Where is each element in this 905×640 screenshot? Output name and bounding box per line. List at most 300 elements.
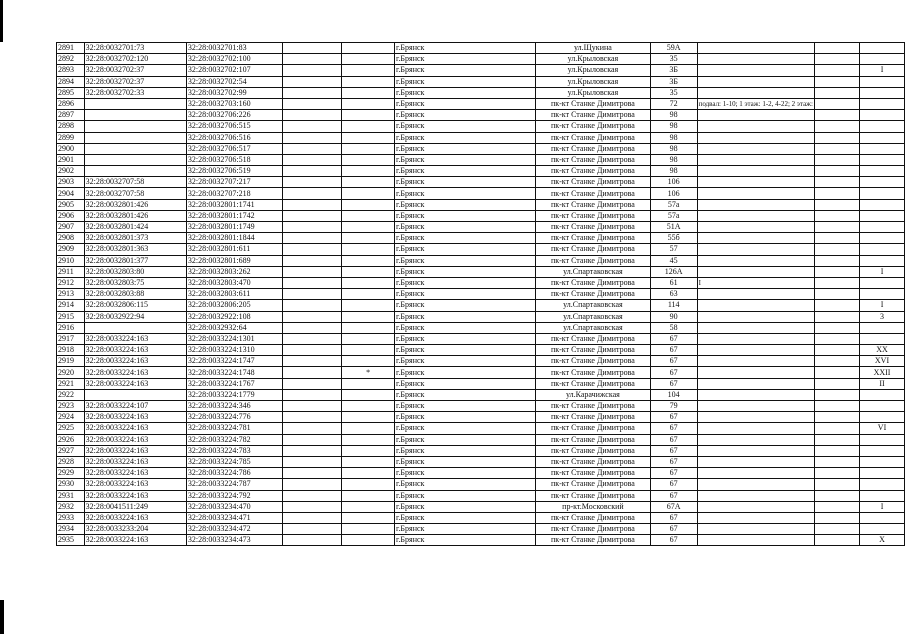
premises-number-cell [860, 412, 905, 423]
row-number: 2892 [57, 54, 85, 65]
table-row [57, 524, 905, 535]
premises-number-cell [860, 512, 905, 523]
table-row [57, 255, 905, 266]
city-cell: г.Брянск [395, 76, 536, 87]
cadastral-number-1 [84, 121, 186, 132]
table-row [57, 222, 905, 233]
empty-cell-a [282, 367, 341, 378]
street-cell: пк-кт Станке Димитрова [536, 412, 651, 423]
note-cell [697, 233, 814, 244]
street-cell: пк-кт Станке Димитрова [536, 210, 651, 221]
row-number: 2899 [57, 132, 85, 143]
house-number-cell: 35 [650, 54, 697, 65]
street-cell: пк-кт Станке Димитрова [536, 255, 651, 266]
table-row [57, 378, 905, 389]
house-number-cell: 67А [650, 501, 697, 512]
cadastral-number-2: 32:28:0033224:783 [186, 445, 282, 456]
cadastral-number-2: 32:28:0032706:516 [186, 132, 282, 143]
row-number: 2922 [57, 389, 85, 400]
cadastral-number-2: 32:28:0033224:785 [186, 456, 282, 467]
empty-cell-a [282, 43, 341, 54]
house-number-cell: 79 [650, 401, 697, 412]
premises-number-cell [860, 322, 905, 333]
house-number-cell: 67 [650, 445, 697, 456]
street-cell: пк-кт Станке Димитрова [536, 143, 651, 154]
cadastral-number-1: 32:28:0032801:426 [84, 199, 186, 210]
cadastral-number-2: 32:28:0033224:1310 [186, 345, 282, 356]
empty-cell-a [282, 468, 341, 479]
cadastral-number-1 [84, 389, 186, 400]
cadastral-number-1: 32:28:0033224:163 [84, 434, 186, 445]
city-cell: г.Брянск [395, 222, 536, 233]
empty-cell-a [282, 501, 341, 512]
city-cell: г.Брянск [395, 154, 536, 165]
cadastral-number-2: 32:28:0032703:160 [186, 98, 282, 109]
table-row [57, 512, 905, 523]
row-number: 2904 [57, 188, 85, 199]
table-row [57, 166, 905, 177]
cadastral-number-2: 32:28:0032706:515 [186, 121, 282, 132]
house-number-cell: 67 [650, 535, 697, 546]
house-number-cell: 67 [650, 490, 697, 501]
row-number: 2927 [57, 445, 85, 456]
city-cell: г.Брянск [395, 210, 536, 221]
note-cell [697, 132, 814, 143]
cadastral-number-1: 32:28:0032803:88 [84, 289, 186, 300]
cadastral-number-2: 32:28:0032803:262 [186, 266, 282, 277]
house-number-cell: 67 [650, 479, 697, 490]
empty-cell-c [814, 378, 859, 389]
mark-cell [342, 110, 395, 121]
note-cell [697, 244, 814, 255]
cadastral-number-1: 32:28:0033224:163 [84, 535, 186, 546]
empty-cell-c [814, 423, 859, 434]
cadastral-number-1: 32:28:0032707:58 [84, 188, 186, 199]
table-row [57, 333, 905, 344]
table-row [57, 266, 905, 277]
street-cell: пк-кт Станке Димитрова [536, 356, 651, 367]
house-number-cell: 59А [650, 43, 697, 54]
row-number: 2925 [57, 423, 85, 434]
empty-cell-a [282, 121, 341, 132]
note-cell [697, 154, 814, 165]
row-number: 2913 [57, 289, 85, 300]
row-number: 2901 [57, 154, 85, 165]
house-number-cell: 67 [650, 423, 697, 434]
mark-cell [342, 98, 395, 109]
empty-cell-a [282, 412, 341, 423]
table-row [57, 445, 905, 456]
premises-number-cell: XVI [860, 356, 905, 367]
mark-cell [342, 524, 395, 535]
empty-cell-c [814, 43, 859, 54]
table-row [57, 300, 905, 311]
table-row [57, 479, 905, 490]
premises-number-cell [860, 121, 905, 132]
street-cell: пк-кт Станке Димитрова [536, 154, 651, 165]
city-cell: г.Брянск [395, 401, 536, 412]
premises-number-cell [860, 87, 905, 98]
note-cell [697, 65, 814, 76]
mark-cell [342, 188, 395, 199]
city-cell: г.Брянск [395, 289, 536, 300]
cadastral-number-1: 32:28:0032803:80 [84, 266, 186, 277]
row-number: 2934 [57, 524, 85, 535]
note-cell [697, 445, 814, 456]
premises-number-cell: I [860, 65, 905, 76]
city-cell: г.Брянск [395, 266, 536, 277]
row-number: 2917 [57, 333, 85, 344]
row-number: 2903 [57, 177, 85, 188]
row-number: 2895 [57, 87, 85, 98]
city-cell: г.Брянск [395, 423, 536, 434]
row-number: 2931 [57, 490, 85, 501]
scan-edge-mark-top [0, 0, 3, 42]
city-cell: г.Брянск [395, 143, 536, 154]
note-cell [697, 512, 814, 523]
premises-number-cell: XX [860, 345, 905, 356]
table-row [57, 65, 905, 76]
row-number: 2891 [57, 43, 85, 54]
empty-cell-c [814, 311, 859, 322]
street-cell: пр-кт.Московский [536, 501, 651, 512]
empty-cell-c [814, 188, 859, 199]
empty-cell-c [814, 277, 859, 288]
note-cell [697, 121, 814, 132]
street-cell: пк-кт Станке Димитрова [536, 98, 651, 109]
mark-cell: * [342, 367, 395, 378]
note-cell [697, 76, 814, 87]
note-cell [697, 255, 814, 266]
street-cell: ул.Крыловская [536, 54, 651, 65]
street-cell: пк-кт Станке Димитрова [536, 367, 651, 378]
note-cell [697, 501, 814, 512]
premises-number-cell [860, 233, 905, 244]
row-number: 2909 [57, 244, 85, 255]
street-cell: ул.Спартаковская [536, 266, 651, 277]
street-cell: пк-кт Станке Димитрова [536, 535, 651, 546]
empty-cell-c [814, 501, 859, 512]
house-number-cell: 90 [650, 311, 697, 322]
cadastral-number-1: 32:28:0033224:163 [84, 345, 186, 356]
empty-cell-c [814, 233, 859, 244]
empty-cell-a [282, 512, 341, 523]
empty-cell-a [282, 188, 341, 199]
cadastral-number-1: 32:28:0033224:163 [84, 456, 186, 467]
cadastral-number-2: 32:28:0033224:1301 [186, 333, 282, 344]
empty-cell-c [814, 345, 859, 356]
cadastral-number-1: 32:28:0041511:249 [84, 501, 186, 512]
empty-cell-a [282, 423, 341, 434]
premises-number-cell [860, 110, 905, 121]
house-number-cell: 98 [650, 166, 697, 177]
city-cell: г.Брянск [395, 456, 536, 467]
city-cell: г.Брянск [395, 389, 536, 400]
cadastral-number-2: 32:28:0033234:472 [186, 524, 282, 535]
city-cell: г.Брянск [395, 54, 536, 65]
row-number: 2911 [57, 266, 85, 277]
row-number: 2919 [57, 356, 85, 367]
row-number: 2906 [57, 210, 85, 221]
cadastral-number-2: 32:28:0032801:611 [186, 244, 282, 255]
cadastral-number-1 [84, 154, 186, 165]
empty-cell-c [814, 490, 859, 501]
premises-number-cell [860, 199, 905, 210]
note-cell [697, 412, 814, 423]
mark-cell [342, 244, 395, 255]
city-cell: г.Брянск [395, 110, 536, 121]
cadastral-number-2: 32:28:0032707:217 [186, 177, 282, 188]
cadastral-number-1: 32:28:0032702:33 [84, 87, 186, 98]
house-number-cell: 3Б [650, 76, 697, 87]
premises-number-cell [860, 132, 905, 143]
house-number-cell: 98 [650, 143, 697, 154]
table-row [57, 535, 905, 546]
city-cell: г.Брянск [395, 233, 536, 244]
empty-cell-a [282, 479, 341, 490]
scan-edge-mark-bottom [0, 600, 4, 634]
street-cell: пк-кт Станке Димитрова [536, 423, 651, 434]
house-number-cell: 104 [650, 389, 697, 400]
note-cell: подвал: 1-10; 1 этаж: 1-2, 4-22; 2 этаж: [698, 100, 813, 109]
empty-cell-a [282, 277, 341, 288]
cadastral-number-1: 32:28:0033224:163 [84, 468, 186, 479]
street-cell: ул.Спартаковская [536, 311, 651, 322]
table-row [57, 434, 905, 445]
premises-number-cell [860, 479, 905, 490]
cadastral-number-2: 32:28:0032707:218 [186, 188, 282, 199]
street-cell: пк-кт Станке Димитрова [536, 244, 651, 255]
house-number-cell: 67 [650, 333, 697, 344]
house-number-cell: 98 [650, 132, 697, 143]
table-row [57, 423, 905, 434]
empty-cell-c [814, 65, 859, 76]
mark-cell [342, 356, 395, 367]
note-cell [697, 289, 814, 300]
mark-cell [342, 322, 395, 333]
row-number: 2898 [57, 121, 85, 132]
table-row [57, 132, 905, 143]
empty-cell-c [814, 166, 859, 177]
empty-cell-a [282, 524, 341, 535]
city-cell: г.Брянск [395, 445, 536, 456]
mark-cell [342, 266, 395, 277]
empty-cell-c [814, 98, 859, 109]
row-number: 2896 [57, 98, 85, 109]
premises-number-cell [860, 255, 905, 266]
city-cell: г.Брянск [395, 322, 536, 333]
row-number: 2933 [57, 512, 85, 523]
street-cell: пк-кт Станке Димитрова [536, 233, 651, 244]
mark-cell [342, 143, 395, 154]
table-row [57, 188, 905, 199]
empty-cell-a [282, 311, 341, 322]
cadastral-number-1: 32:28:0033224:107 [84, 401, 186, 412]
note-cell [697, 333, 814, 344]
empty-cell-a [282, 401, 341, 412]
cadastral-number-1: 32:28:0033224:163 [84, 512, 186, 523]
house-number-cell: 67 [650, 468, 697, 479]
note-cell [697, 177, 814, 188]
table-row [57, 143, 905, 154]
mark-cell [342, 479, 395, 490]
cadastral-number-2: 32:28:0032702:54 [186, 76, 282, 87]
note-cell [697, 166, 814, 177]
mark-cell [342, 401, 395, 412]
empty-cell-c [814, 289, 859, 300]
table-row [57, 177, 905, 188]
house-number-cell: 35 [650, 87, 697, 98]
empty-cell-c [814, 356, 859, 367]
cadastral-number-2: 32:28:0033224:346 [186, 401, 282, 412]
empty-cell-a [282, 65, 341, 76]
cadastral-number-2: 32:28:0033234:471 [186, 512, 282, 523]
note-cell: I [697, 277, 814, 288]
note-cell [697, 300, 814, 311]
empty-cell-a [282, 389, 341, 400]
house-number-cell: 3Б [650, 65, 697, 76]
row-number: 2918 [57, 345, 85, 356]
table-row [57, 277, 905, 288]
table-row [57, 210, 905, 221]
empty-cell-c [814, 512, 859, 523]
premises-number-cell [860, 98, 905, 109]
cadastral-number-1: 32:28:0032801:373 [84, 233, 186, 244]
cadastral-number-2: 32:28:0033224:787 [186, 479, 282, 490]
house-number-cell: 67 [650, 434, 697, 445]
empty-cell-a [282, 456, 341, 467]
street-cell: пк-кт Станке Димитрова [536, 401, 651, 412]
mark-cell [342, 456, 395, 467]
premises-number-cell: I [860, 300, 905, 311]
city-cell: г.Брянск [395, 367, 536, 378]
table-row [57, 311, 905, 322]
cadastral-number-2: 32:28:0032706:517 [186, 143, 282, 154]
cadastral-number-2: 32:28:0032702:99 [186, 87, 282, 98]
note-cell [697, 110, 814, 121]
cadastral-number-2: 32:28:0032801:1844 [186, 233, 282, 244]
cadastral-number-1: 32:28:0032702:37 [84, 76, 186, 87]
row-number: 2935 [57, 535, 85, 546]
note-cell [697, 401, 814, 412]
premises-number-cell: I [860, 501, 905, 512]
city-cell: г.Брянск [395, 535, 536, 546]
empty-cell-a [282, 76, 341, 87]
empty-cell-a [282, 87, 341, 98]
row-number: 2908 [57, 233, 85, 244]
cadastral-number-2: 32:28:0032801:1742 [186, 210, 282, 221]
mark-cell [342, 121, 395, 132]
premises-number-cell [860, 524, 905, 535]
empty-cell-c [814, 412, 859, 423]
table-row [57, 154, 905, 165]
note-cell [697, 479, 814, 490]
cadastral-number-2: 32:28:0033224:1748 [186, 367, 282, 378]
empty-cell-c [814, 121, 859, 132]
premises-number-cell [860, 468, 905, 479]
empty-cell-a [282, 289, 341, 300]
row-number: 2932 [57, 501, 85, 512]
table-row [57, 244, 905, 255]
empty-cell-a [282, 199, 341, 210]
mark-cell [342, 300, 395, 311]
house-number-cell: 98 [650, 121, 697, 132]
note-cell [697, 490, 814, 501]
empty-cell-a [282, 535, 341, 546]
cadastral-number-2: 32:28:0033224:1767 [186, 378, 282, 389]
empty-cell-c [814, 367, 859, 378]
street-cell: пк-кт Станке Димитрова [536, 199, 651, 210]
cadastral-number-2: 32:28:0032801:689 [186, 255, 282, 266]
note-cell [697, 54, 814, 65]
empty-cell-c [814, 300, 859, 311]
note-cell [697, 199, 814, 210]
empty-cell-a [282, 244, 341, 255]
note-cell [697, 87, 814, 98]
cadastral-number-2: 32:28:0032803:470 [186, 277, 282, 288]
cadastral-number-1: 32:28:0032801:426 [84, 210, 186, 221]
cadastral-number-2: 32:28:0033234:470 [186, 501, 282, 512]
premises-number-cell [860, 277, 905, 288]
row-number: 2928 [57, 456, 85, 467]
note-cell [697, 311, 814, 322]
table-row [57, 110, 905, 121]
mark-cell [342, 468, 395, 479]
cadastral-number-1: 32:28:0033224:163 [84, 479, 186, 490]
table-row [57, 54, 905, 65]
premises-number-cell [860, 188, 905, 199]
row-number: 2905 [57, 199, 85, 210]
row-number: 2915 [57, 311, 85, 322]
table-row [57, 98, 905, 109]
cadastral-number-1: 32:28:0033224:163 [84, 333, 186, 344]
empty-cell-c [814, 434, 859, 445]
street-cell: ул.Спартаковская [536, 300, 651, 311]
empty-cell-a [282, 98, 341, 109]
note-cell [697, 468, 814, 479]
city-cell: г.Брянск [395, 65, 536, 76]
cadastral-number-2: 32:28:0032801:1749 [186, 222, 282, 233]
empty-cell-c [814, 244, 859, 255]
empty-cell-c [814, 535, 859, 546]
row-number: 2912 [57, 277, 85, 288]
mark-cell [342, 412, 395, 423]
table-row [57, 199, 905, 210]
empty-cell-c [814, 110, 859, 121]
cadastral-number-2: 32:28:0032806:205 [186, 300, 282, 311]
mark-cell [342, 345, 395, 356]
street-cell: ул.Щукина [536, 43, 651, 54]
mark-cell [342, 535, 395, 546]
house-number-cell: 67 [650, 356, 697, 367]
note-cell [697, 356, 814, 367]
house-number-cell: 67 [650, 524, 697, 535]
table-row [57, 43, 905, 54]
empty-cell-a [282, 177, 341, 188]
city-cell: г.Брянск [395, 479, 536, 490]
premises-number-cell [860, 177, 905, 188]
house-number-cell: 51А [650, 222, 697, 233]
mark-cell [342, 378, 395, 389]
mark-cell [342, 311, 395, 322]
cadastral-number-1: 32:28:0033224:163 [84, 490, 186, 501]
city-cell: г.Брянск [395, 300, 536, 311]
mark-cell [342, 445, 395, 456]
cadastral-number-1: 32:28:0032803:75 [84, 277, 186, 288]
premises-number-cell: XXII [860, 367, 905, 378]
city-cell: г.Брянск [395, 311, 536, 322]
table-row [57, 87, 905, 98]
